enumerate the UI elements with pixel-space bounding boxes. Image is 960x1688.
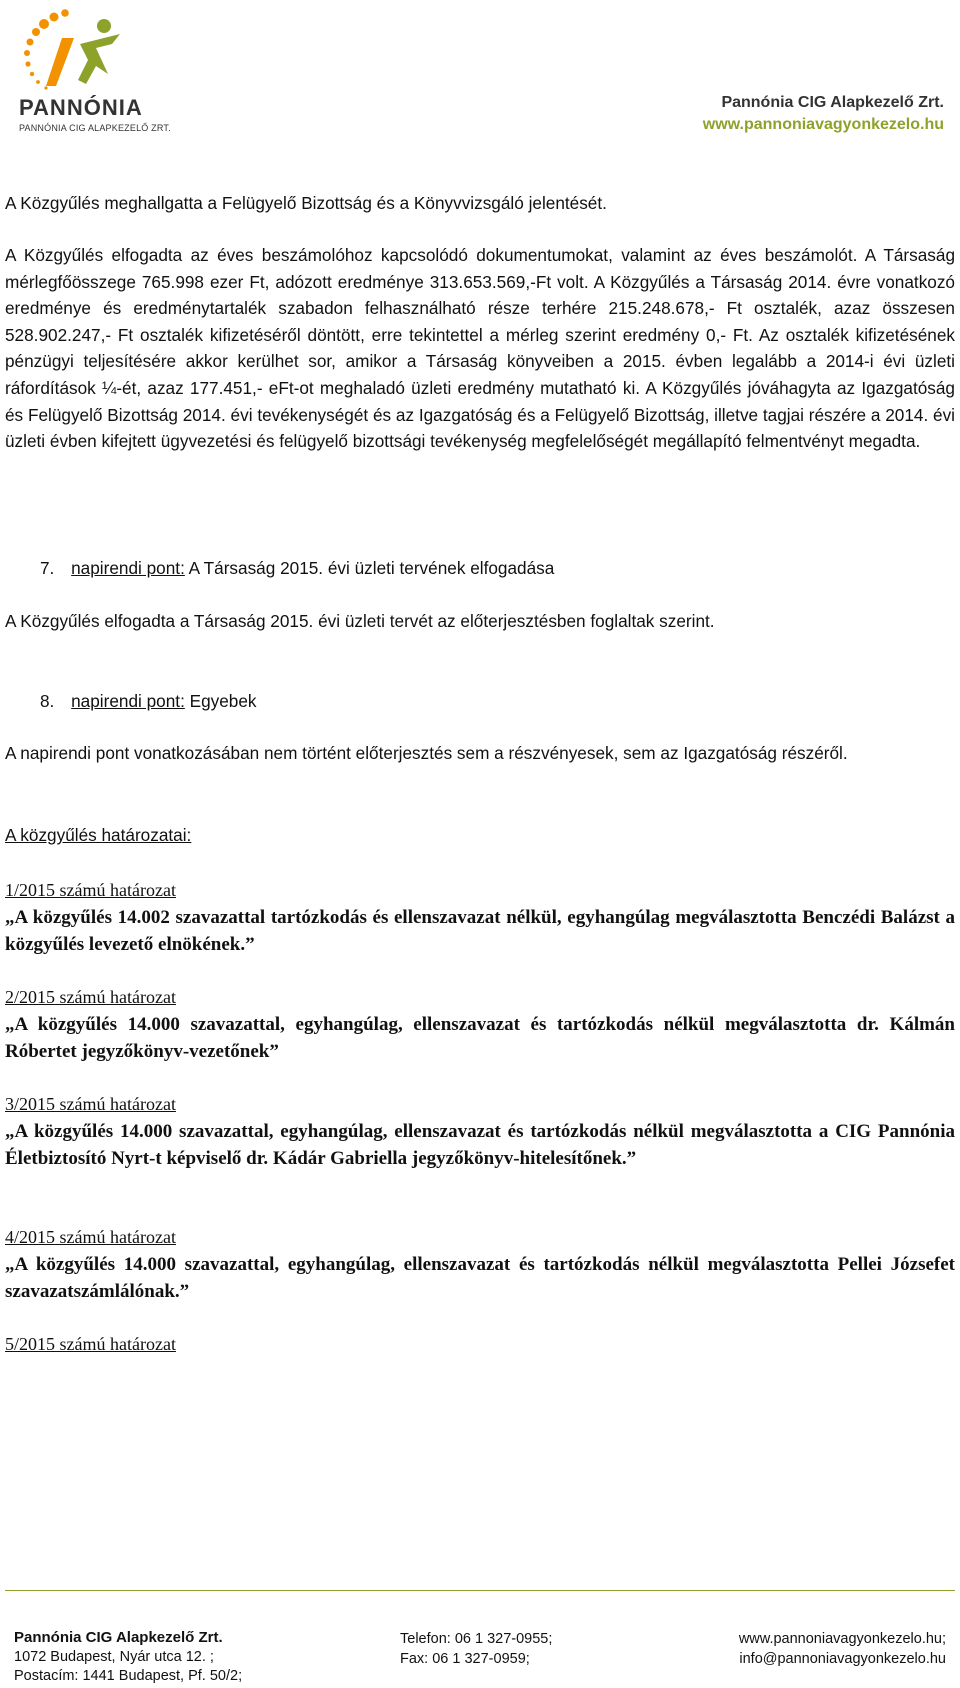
- resolution-title: 1/2015 számú határozat: [5, 880, 176, 900]
- resolution-text: „A közgyűlés 14.000 szavazattal, egyhangúlag, ellenszavazat és tartózkodás nélkül megválasztotta Pellei Józsefet szavazatszámlálónak.”: [5, 1254, 955, 1302]
- footer-web-block: [739, 1630, 946, 1669]
- footer-address: 1072 Budapest, Nyár utca 12. ;: [14, 1648, 214, 1665]
- agenda-item-7: [40, 555, 554, 581]
- footer-website-link[interactable]: www.pannoniavagyonkezelo.hu;: [738, 1631, 946, 1647]
- resolution-text: „A közgyűlés 14.002 szavazattal tartózkodás és ellenszavazat nélkül, egyhangúlag megválasztotta Benczédi Balázst a közgyűlés levezető elnökének.”: [5, 907, 955, 955]
- footer-fax: Fax: 06 1 327-0959;: [400, 1650, 530, 1667]
- footer-postal-address: Postacím: 1441 Budapest, Pf. 50/2;: [14, 1668, 243, 1684]
- logo-subtitle: PANNÓNIA CIG ALAPKEZELŐ ZRT.: [19, 123, 171, 133]
- resolution-title: 5/2015 számú határozat: [5, 1334, 176, 1354]
- agenda-item-8: [40, 688, 257, 714]
- paragraph-report: A Közgyűlés meghallgatta a Felügyelő Bizottság és a Könyvvizsgáló jelentését.: [5, 193, 607, 213]
- agenda-item-text: A Társaság 2015. évi üzleti tervének elfogadása: [184, 558, 555, 578]
- header-company-name: Pannónia CIG Alapkezelő Zrt.: [721, 94, 944, 111]
- resolutions-heading: A közgyűlés határozatai:: [5, 825, 192, 845]
- resolution-title: 2/2015 számú határozat: [5, 987, 176, 1007]
- footer-company-name: Pannónia CIG Alapkezelő Zrt.: [14, 1629, 223, 1646]
- paragraph-other: A napirendi pont vonatkozásában nem történt előterjesztés sem a részvényesek, sem az Igazgatóság részéről.: [5, 743, 848, 763]
- agenda-item-label: napirendi pont:: [71, 691, 185, 711]
- company-logo: [16, 4, 171, 134]
- agenda-item-number: 7.: [40, 558, 55, 578]
- paragraph-annual-report: A Közgyűlés elfogadta az éves beszámolóhoz kapcsolódó dokumentumokat, valamint az éves beszámolót. A Társaság mérlegfőösszege 765.998 ezer Ft, adózott eredménye 313.653.569,-Ft volt. A Közgyűlés a Társaság 2014. évre vonatkozó eredménye és eredménytartalék szabadon felhasználható része terhére 215.248.678,- Ft osztalék, azaz összesen 528.902.247,- Ft osztalék kifizetéséről döntött, erre tekintettel a mérleg szerint eredmény 0,- Ft. Az osztalék kifizetésének pénzügyi teljesítésére akkor kerülhet sor, amikor a Társaság könyveiben a 2015. évben legalább a 2014-i évi üzleti ráfordítások ¼-ét, azaz 177.451,- eFt-ot meghaladó üzleti eredmény mutatható ki. A Közgyűlés jóváhagyta az Igazgatóság és Felügyelő Bizottság 2014. évi tevékenységét és az Igazgatóság és a Felügyelő Bizottság, illetve tagjai részére a 2014. évi üzleti évben kifejtett ügyvezetési és felügyelő bizottsági tevékenység megfelelőségét megállapító felmentvényt megadta.: [5, 245, 955, 452]
- resolution-title: 3/2015 számú határozat: [5, 1094, 176, 1114]
- footer-email-link[interactable]: info@pannoniavagyonkezelo.hu: [739, 1650, 946, 1667]
- header-company-info: [703, 92, 944, 136]
- resolution-title: 4/2015 számú határozat: [5, 1227, 176, 1247]
- logo-wordmark: PANNÓNIA: [19, 95, 143, 120]
- paragraph-business-plan: A Közgyűlés elfogadta a Társaság 2015. évi üzleti tervét az előterjesztésben foglaltak szerint.: [5, 611, 715, 631]
- agenda-item-text: Egyebek: [184, 691, 257, 711]
- agenda-item-label: napirendi pont:: [71, 558, 185, 578]
- footer-address-block: [14, 1628, 242, 1687]
- agenda-item-number: 8.: [40, 691, 55, 711]
- footer-divider: [5, 1590, 955, 1591]
- resolution-text: „A közgyűlés 14.000 szavazattal, egyhangúlag, ellenszavazat és tartózkodás nélkül megválasztotta a CIG Pannónia Életbiztosító Nyrt-t képviselő dr. Kádár Gabriella jegyzőkönyv-hitelesítőnek.”: [5, 1121, 955, 1169]
- footer-phone: Telefon: 06 1 327-0955;: [400, 1631, 553, 1647]
- logo-emblem-icon: [16, 4, 136, 96]
- footer-contact-block: [400, 1630, 552, 1669]
- resolution-text: „A közgyűlés 14.000 szavazattal, egyhangúlag, ellenszavazat és tartózkodás nélkül megválasztotta dr. Kálmán Róbertet jegyzőkönyv-vezetőnek”: [5, 1014, 955, 1062]
- header-website-link[interactable]: www.pannoniavagyonkezelo.hu: [702, 116, 944, 133]
